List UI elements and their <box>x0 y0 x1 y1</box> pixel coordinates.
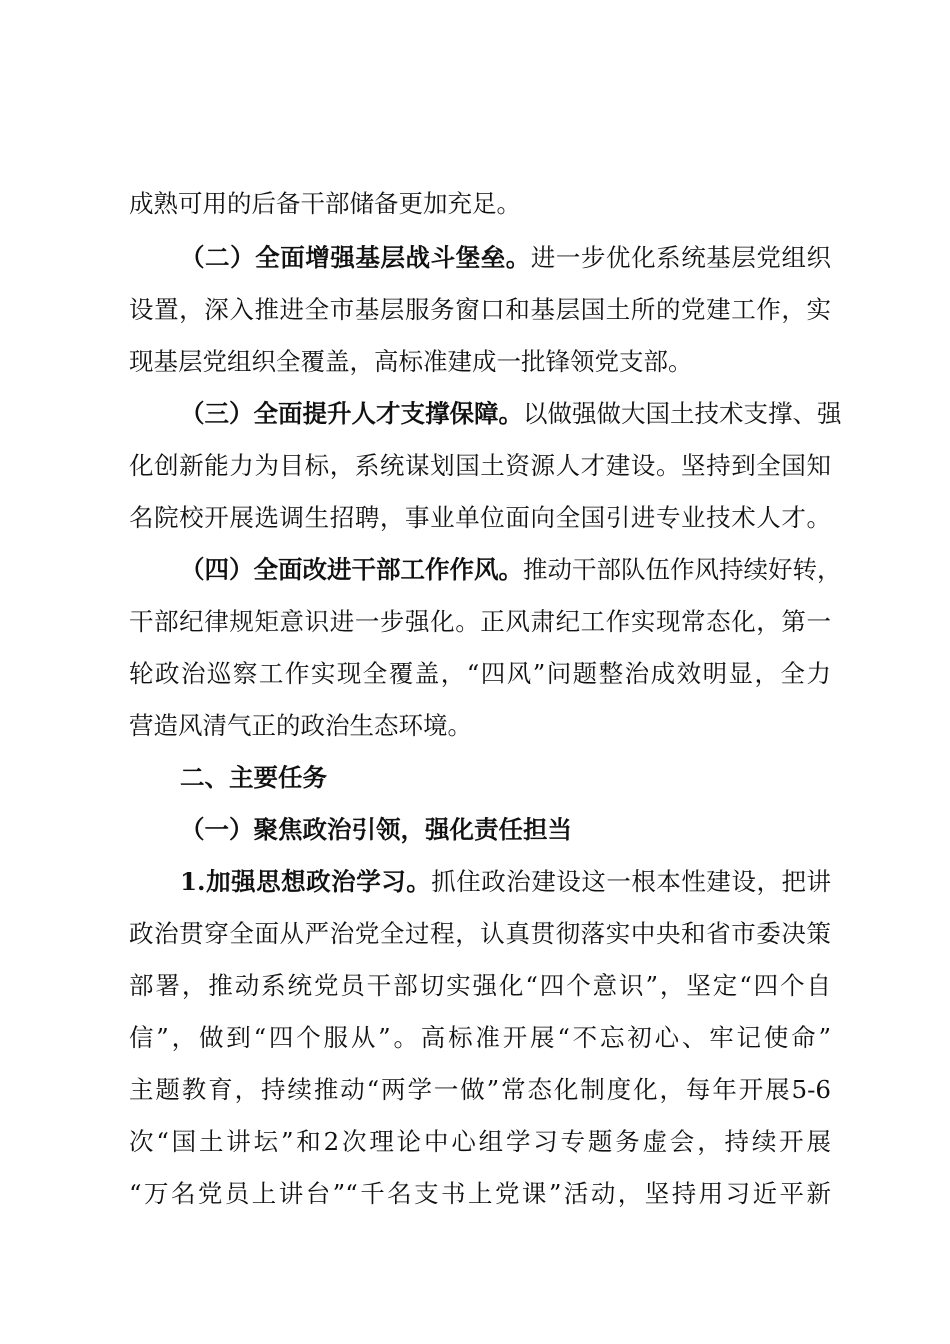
text-span: “万名党员上讲台”“千名支书上党课”活动，坚持用习近平新 <box>129 1179 831 1208</box>
text-span: 信”，做到“四个服从”。高标准开展“不忘初心、牢记使命” <box>129 1023 831 1052</box>
text-span: 干部纪律规矩意识进一步强化。正风肃纪工作实现常态化，第一 <box>129 607 831 636</box>
text-span: 以做强做大国土技术支撑、强 <box>523 399 842 428</box>
text-span: 现基层党组织全覆盖，高标准建成一批锋领党支部。 <box>129 347 693 376</box>
paragraph-line <box>129 1021 831 1055</box>
text-span: 营造风清气正的政治生态环境。 <box>129 711 472 740</box>
text-span: 主题教育，持续推动“两学一做”常态化制度化，每年开展5-6 <box>129 1075 831 1104</box>
paragraph-line <box>180 241 831 275</box>
paragraph-lead-bold: （三）全面提升人才支撑保障。 <box>180 399 523 428</box>
text-span: 化创新能力为目标，系统谋划国土资源人才建设。坚持到全国知 <box>129 451 831 480</box>
text-span: 政治贯穿全面从严治党全过程，认真贯彻落实中央和省市委决策 <box>129 919 831 948</box>
text-span: 推动干部队伍作风持续好转， <box>523 555 842 584</box>
paragraph-line <box>129 657 831 691</box>
section-heading <box>180 761 831 795</box>
paragraph-line <box>129 501 831 535</box>
paragraph-lead-bold: （四）全面改进干部工作作风。 <box>180 555 523 584</box>
paragraph-line <box>129 187 831 221</box>
text-span: 抓住政治建设这一根本性建设，把讲 <box>431 867 832 896</box>
paragraph-line <box>129 345 831 379</box>
text-span: 设置，深入推进全市基层服务窗口和基层国土所的党建工作，实 <box>129 295 831 324</box>
text-span: 次“国土讲坛”和2次理论中心组学习专题务虚会，持续开展 <box>129 1127 831 1156</box>
paragraph-line <box>180 397 842 431</box>
paragraph-line <box>129 293 831 327</box>
subsection-heading <box>180 813 831 847</box>
section-heading-text: 二、主要任务 <box>180 763 327 792</box>
text-span: 部署，推动系统党员干部切实强化“四个意识”，坚定“四个自 <box>129 971 831 1000</box>
paragraph-line <box>129 917 831 951</box>
paragraph-line <box>129 605 831 639</box>
paragraph-lead-bold: （二）全面增强基层战斗堡垒。 <box>180 243 531 272</box>
paragraph-line <box>129 1073 831 1107</box>
paragraph-line <box>129 709 831 743</box>
paragraph-line <box>129 969 831 1003</box>
paragraph-lead-bold: 1.加强思想政治学习。 <box>180 867 432 896</box>
text-span: 进一步优化系统基层党组织 <box>530 243 832 272</box>
paragraph-line <box>129 1125 831 1159</box>
paragraph-line <box>180 865 831 899</box>
subsection-heading-text: （一）聚焦政治引领，强化责任担当 <box>180 815 572 844</box>
paragraph-line <box>129 449 831 483</box>
paragraph-line <box>180 553 842 587</box>
text-span: 名院校开展选调生招聘，事业单位面向全国引进专业技术人才。 <box>129 503 831 532</box>
text-span: 成熟可用的后备干部储备更加充足。 <box>129 189 521 218</box>
paragraph-line <box>129 1177 831 1211</box>
text-span: 轮政治巡察工作实现全覆盖，“四风”问题整治成效明显，全力 <box>129 659 831 688</box>
